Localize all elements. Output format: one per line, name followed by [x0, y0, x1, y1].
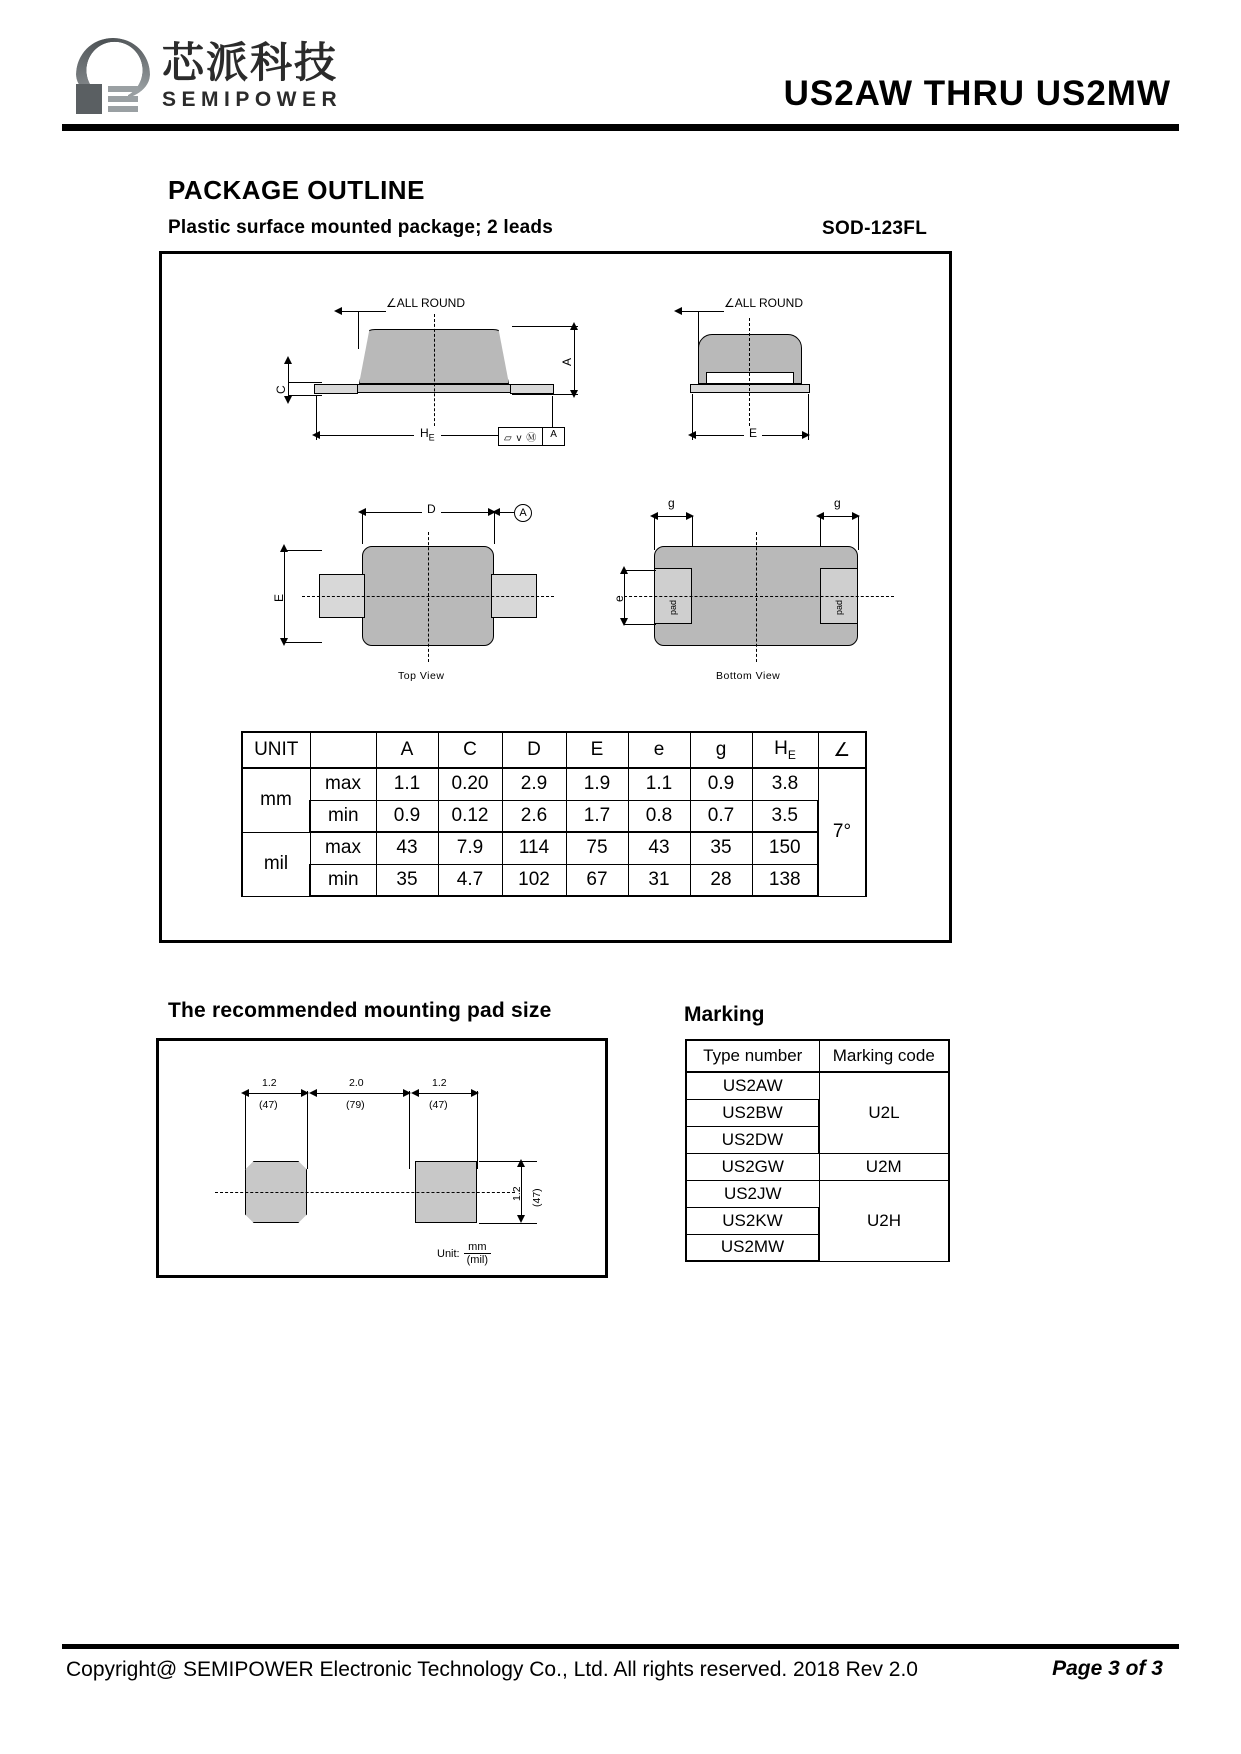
- dim-A-line: [574, 326, 575, 394]
- dim-col-unit: UNIT: [242, 732, 310, 768]
- dim-mil-max-g: 35: [690, 832, 752, 864]
- mounting-pad-unit-note: [437, 1241, 491, 1266]
- dim-E-end-label: E: [744, 426, 762, 440]
- footer-copyright: Copyright@ SEMIPOWER Electronic Technology Co., Ltd. All rights reserved. 2018 Rev 2.0: [66, 1658, 918, 1681]
- end-all-round-label: ∠ALL ROUND: [724, 296, 803, 310]
- dim-limit-mil-max: max: [310, 832, 376, 864]
- table-row: [242, 768, 866, 800]
- semipower-logo-icon: [68, 38, 152, 116]
- page-header: [0, 0, 1241, 130]
- dim-HE-main: H: [420, 426, 429, 440]
- dim-HE-ext-left: [316, 396, 317, 440]
- dim-col-g: g: [690, 732, 752, 768]
- dim-col-e: e: [628, 732, 690, 768]
- dim-limit-mm-min: min: [310, 800, 376, 832]
- dim-mil-max-HE: 150: [752, 832, 818, 864]
- pad-dim2-arrow-l: [309, 1089, 317, 1097]
- dim-angle-value: 7°: [818, 768, 866, 896]
- dim-mm-max-e: 1.1: [628, 768, 690, 800]
- dim-D-label: D: [422, 502, 441, 516]
- dim-mil-min-e: 31: [628, 864, 690, 896]
- marking-table: [685, 1039, 950, 1262]
- pad-ext-3: [409, 1091, 410, 1169]
- dimension-table: [241, 731, 867, 897]
- datum-symbols: ⏥ v Ⓜ: [499, 428, 543, 445]
- marking-type-us2gw: US2GW: [686, 1153, 819, 1180]
- dim-D-ext-right: [494, 512, 495, 544]
- pad-dim1-line: [245, 1093, 307, 1094]
- dim-A-label: A: [560, 357, 574, 366]
- pad-dim1-mil: (47): [259, 1099, 278, 1111]
- dim-mil-max-C: 7.9: [438, 832, 502, 864]
- pad-dim1-mm: 1.2: [262, 1077, 277, 1089]
- dim-C-label: C: [274, 385, 288, 394]
- dim-col-A: A: [376, 732, 438, 768]
- logo-bars-icon: [108, 86, 138, 112]
- table-row: [686, 1072, 949, 1099]
- footer-divider: [62, 1644, 1179, 1649]
- dim-g-left-label: g: [668, 496, 675, 510]
- unit-note-label: Unit:: [437, 1247, 460, 1260]
- table-row: [242, 832, 866, 864]
- package-outline-drawing: [159, 251, 952, 943]
- datum-control-frame: [498, 427, 565, 446]
- dim-C-arrow-top: [284, 356, 292, 364]
- dim-mil-max-e: 43: [628, 832, 690, 864]
- dim-mil-min-g: 28: [690, 864, 752, 896]
- dim-col-HE-sub: E: [787, 747, 796, 762]
- mounting-pad-centerline: [215, 1192, 515, 1193]
- side-view-group: [162, 254, 582, 454]
- dim-HE-label: [414, 426, 441, 442]
- top-view-caption: Top View: [398, 670, 445, 682]
- dim-mil-min-C: 4.7: [438, 864, 502, 896]
- marking-code-u2m: U2M: [819, 1153, 949, 1180]
- dim-E-end-ext-left: [692, 394, 693, 440]
- logo-english-name: SEMIPOWER: [162, 88, 343, 111]
- pad-dim3-line: [415, 1093, 477, 1094]
- table-row: [686, 1153, 949, 1180]
- dim-A-ext-bottom: [512, 394, 578, 395]
- dim-mil-min-A: 35: [376, 864, 438, 896]
- dim-mm-min-e: 0.8: [628, 800, 690, 832]
- end-body-notch: [706, 372, 794, 384]
- logo-wordmark: [162, 38, 342, 112]
- side-all-round-arrow: [334, 307, 342, 315]
- side-centerline: [434, 314, 435, 436]
- table-row: [686, 1180, 949, 1207]
- dim-E-top-label: E: [272, 593, 286, 602]
- header-divider: [62, 124, 1179, 131]
- dim-g-left-ext-b: [692, 516, 693, 550]
- pad-dim2-line: [313, 1093, 409, 1094]
- side-lead-right: [510, 384, 554, 394]
- bottom-centerline-v: [756, 532, 757, 662]
- marking-type-us2kw: US2KW: [686, 1207, 819, 1234]
- dim-g-right-ext-a: [820, 516, 821, 550]
- marking-col-type: Type number: [686, 1040, 819, 1072]
- dim-E-top-ext-up: [284, 550, 322, 551]
- datum-letter: A: [550, 429, 557, 440]
- pad-h-arrow-up: [517, 1159, 525, 1167]
- page-title: US2AW THRU US2MW: [783, 74, 1171, 113]
- dim-unit-mm: mm: [242, 768, 310, 832]
- dim-mm-max-HE: 3.8: [752, 768, 818, 800]
- dim-mil-min-HE: 138: [752, 864, 818, 896]
- end-view-group: [602, 254, 942, 454]
- side-all-round-leader: [342, 311, 386, 312]
- company-logo: [68, 38, 342, 116]
- mounting-pad-drawing: [156, 1038, 608, 1278]
- dim-mil-max-A: 43: [376, 832, 438, 864]
- dim-mm-min-A: 0.9: [376, 800, 438, 832]
- pad-dim3-mil: (47): [429, 1099, 448, 1111]
- bottom-view-caption: Bottom View: [716, 670, 781, 682]
- footer-page-number: Page 3 of 3: [1052, 1657, 1163, 1680]
- mounting-pad-heading: The recommended mounting pad size: [168, 999, 552, 1022]
- bottom-centerline-h: [624, 596, 894, 597]
- pad-dim2-mm: 2.0: [349, 1077, 364, 1089]
- marking-heading: Marking: [684, 1003, 765, 1026]
- dim-limit-mm-max: max: [310, 768, 376, 800]
- dim-C-arrow-bottom: [284, 396, 292, 404]
- dim-e-ext-down: [624, 624, 656, 625]
- package-outline-subheading: Plastic surface mounted package; 2 leads: [168, 217, 553, 238]
- end-all-round-leader: [682, 311, 724, 312]
- marking-type-us2mw: US2MW: [686, 1234, 819, 1261]
- dim-mm-min-g: 0.7: [690, 800, 752, 832]
- dim-col-HE-main: H: [774, 738, 788, 760]
- top-centerline-v: [428, 532, 429, 662]
- top-view-group: [162, 474, 582, 684]
- marking-code-u2l: U2L: [819, 1072, 949, 1153]
- dim-A-ext-top: [512, 326, 578, 327]
- marking-code-u2h: U2H: [819, 1180, 949, 1261]
- dim-table-header-row: [242, 732, 866, 768]
- bottom-pad-left-label: pad: [668, 599, 678, 615]
- package-outline-heading: PACKAGE OUTLINE: [168, 175, 425, 205]
- dim-mm-max-C: 0.20: [438, 768, 502, 800]
- pad-dim3-arrow-l: [411, 1089, 419, 1097]
- unit-note-denominator: (mil): [466, 1254, 489, 1267]
- dim-E-top-ext-down: [284, 642, 322, 643]
- dim-mm-min-HE: 3.5: [752, 800, 818, 832]
- unit-note-numerator: mm: [464, 1241, 491, 1254]
- marking-col-code: Marking code: [819, 1040, 949, 1072]
- side-lead-left: [314, 384, 358, 394]
- pad-ext-4: [477, 1091, 478, 1169]
- dim-mm-max-A: 1.1: [376, 768, 438, 800]
- dim-E-end-ext-right: [808, 394, 809, 440]
- dim-mm-max-g: 0.9: [690, 768, 752, 800]
- dim-C-line: [288, 360, 289, 400]
- dim-g-left-ext-a: [654, 516, 655, 550]
- dim-mil-max-D: 114: [502, 832, 566, 864]
- dim-col-E: E: [566, 732, 628, 768]
- dim-D-ext-left: [362, 512, 363, 544]
- dim-mil-max-E: 75: [566, 832, 628, 864]
- dim-mm-max-D: 2.9: [502, 768, 566, 800]
- dim-mil-min-E: 67: [566, 864, 628, 896]
- marking-type-us2dw: US2DW: [686, 1126, 819, 1153]
- logo-square-shape: [76, 84, 102, 114]
- dim-unit-mil: mil: [242, 832, 310, 896]
- marking-type-us2jw: US2JW: [686, 1180, 819, 1207]
- pad-ext-2: [307, 1091, 308, 1169]
- logo-chinese-name: 芯派科技: [162, 38, 339, 87]
- pad-ext-1: [245, 1091, 246, 1169]
- pad-height-mil: (47): [531, 1188, 543, 1207]
- bottom-view-group: [602, 474, 942, 684]
- dim-mm-min-C: 0.12: [438, 800, 502, 832]
- dim-mm-min-D: 2.6: [502, 800, 566, 832]
- dim-col-HE: [752, 732, 818, 768]
- dim-mil-min-D: 102: [502, 864, 566, 896]
- dim-col-C: C: [438, 732, 502, 768]
- side-all-round-ext: [358, 311, 359, 349]
- pad-h-arrow-down: [517, 1215, 525, 1223]
- pad-height-mm: 1.2: [511, 1186, 523, 1201]
- marking-type-us2bw: US2BW: [686, 1099, 819, 1126]
- dim-col-D: D: [502, 732, 566, 768]
- dim-C-ext-top: [288, 382, 322, 383]
- dim-mm-max-E: 1.9: [566, 768, 628, 800]
- dim-HE-sub: E: [428, 432, 435, 443]
- dim-g-right-ext-b: [858, 516, 859, 550]
- datum-A-arrow: [492, 508, 500, 516]
- pad-h-ext-top: [479, 1161, 537, 1162]
- dim-e-ext-up: [624, 570, 656, 571]
- end-centerline: [749, 318, 750, 436]
- pad-dim2-mil: (79): [346, 1099, 365, 1111]
- dim-e-label: e: [612, 595, 626, 602]
- end-foot: [690, 384, 810, 393]
- end-all-round-arrow: [674, 307, 682, 315]
- side-all-round-label: ∠ALL ROUND: [386, 296, 465, 310]
- dim-mm-min-E: 1.7: [566, 800, 628, 832]
- marking-header-row: [686, 1040, 949, 1072]
- pad-h-ext-bot: [479, 1223, 537, 1224]
- marking-type-us2aw: US2AW: [686, 1072, 819, 1099]
- table-row: [242, 800, 866, 832]
- bottom-pad-right-label: pad: [834, 599, 844, 615]
- datum-A-circle: A: [514, 504, 532, 522]
- package-code-label: SOD-123FL: [822, 218, 928, 239]
- pad-dim3-mm: 1.2: [432, 1077, 447, 1089]
- dim-g-right-label: g: [834, 496, 841, 510]
- dim-col-angle: ∠: [818, 732, 866, 768]
- table-row: [242, 864, 866, 896]
- dim-col-limit: [310, 732, 376, 768]
- dim-limit-mil-min: min: [310, 864, 376, 896]
